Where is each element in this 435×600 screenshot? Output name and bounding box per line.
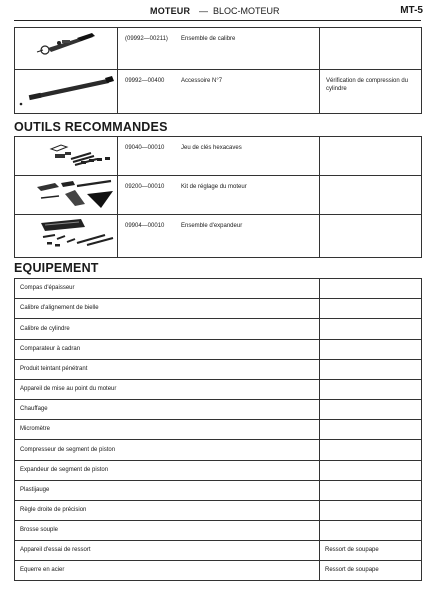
tool-note-cell (320, 215, 422, 258)
tool-note-cell (320, 70, 422, 114)
equipment-name: Chauffage (15, 400, 320, 420)
table-row (15, 176, 422, 215)
hex-key-set-icon (15, 137, 118, 172)
equipment-name: Compresseur de segment de piston (15, 440, 320, 461)
special-tools-table (14, 27, 422, 114)
equipment-name: Comparateur à cadran (15, 340, 320, 360)
equipment-note (320, 461, 422, 481)
header-subtitle: BLOC-MOTEUR (213, 6, 280, 16)
tool-image-cell (15, 176, 118, 215)
equipment-note (320, 319, 422, 340)
page-number: MT-5 (400, 5, 423, 16)
equipment-table (14, 278, 422, 581)
caliper-tool-icon (15, 28, 118, 66)
equipment-row (15, 501, 422, 521)
tool-image-cell (15, 70, 118, 114)
tool-note-cell (320, 176, 422, 215)
equipment-name: Calibre d'alignement de bielle (15, 299, 320, 319)
equipment-note (320, 380, 422, 400)
equipment-note (320, 481, 422, 501)
engine-adjust-kit-icon (15, 176, 118, 211)
equipment-row (15, 420, 422, 440)
tool-info-cell (118, 215, 320, 258)
equipment-name: Plastijauge (15, 481, 320, 501)
table-row (15, 28, 422, 70)
recommended-tools-title: OUTILS RECOMMANDES (14, 120, 168, 134)
expander-set-icon (15, 215, 118, 254)
tool-image-cell (15, 215, 118, 258)
equipment-note: Ressort de soupape (320, 541, 422, 561)
equipment-name: Brosse souple (15, 521, 320, 541)
tool-description: Jeu de clés hexacaves (181, 145, 242, 151)
equipment-note (320, 440, 422, 461)
recommended-tools-table (14, 136, 422, 258)
equipment-name: Appareil de mise au point du moteur (15, 380, 320, 400)
tool-note-cell (320, 137, 422, 176)
equipment-note (320, 400, 422, 420)
tool-note-cell (320, 28, 422, 70)
tool-note: Vérification de compression du cylindre (326, 78, 409, 92)
equipment-row (15, 461, 422, 481)
equipment-note (320, 360, 422, 380)
tool-info-cell (118, 70, 320, 114)
equipment-note (320, 299, 422, 319)
table-row (15, 70, 422, 114)
tool-number: 09040—00010 (125, 145, 165, 151)
equipment-row (15, 440, 422, 461)
equipment-row (15, 400, 422, 420)
equipment-row (15, 521, 422, 541)
table-row (15, 137, 422, 176)
table-row (15, 215, 422, 258)
tool-number: 09200—00010 (125, 184, 165, 190)
tool-number: 09992—00400 (125, 78, 165, 84)
header-dash: — (199, 6, 208, 16)
header-rule (14, 20, 421, 21)
tool-image-cell (15, 28, 118, 70)
tool-info-cell (118, 28, 320, 70)
equipment-note (320, 420, 422, 440)
tool-info-cell (118, 137, 320, 176)
tool-description: Accessoire N°7 (181, 78, 223, 84)
equipment-note (320, 340, 422, 360)
tool-description: Kit de réglage du moteur (181, 184, 247, 190)
equipment-row (15, 319, 422, 340)
equipment-row (15, 279, 422, 299)
compression-adapter-icon (15, 70, 118, 110)
equipment-note (320, 521, 422, 541)
equipment-name: Calibre de cylindre (15, 319, 320, 340)
equipment-name: Appareil d'essai de ressort (15, 541, 320, 561)
equipment-row (15, 360, 422, 380)
equipment-name: Compas d'épaisseur (15, 279, 320, 299)
equipment-title: EQUIPEMENT (14, 261, 99, 275)
equipment-row (15, 340, 422, 360)
equipment-row (15, 481, 422, 501)
equipment-row (15, 380, 422, 400)
tool-number: 09904—00010 (125, 223, 165, 229)
tool-image-cell (15, 137, 118, 176)
equipment-name: Expandeur de segment de piston (15, 461, 320, 481)
equipment-row (15, 541, 422, 561)
tool-description: Ensemble de calibre (181, 36, 236, 42)
equipment-name: Produit teintant pénétrant (15, 360, 320, 380)
equipment-row (15, 299, 422, 319)
equipment-name: Micromètre (15, 420, 320, 440)
equipment-note: Ressort de soupape (320, 561, 422, 581)
tool-number: (09992—00211) (125, 36, 168, 42)
equipment-note (320, 279, 422, 299)
equipment-name: Equerre en acier (15, 561, 320, 581)
header-title: MOTEUR (150, 6, 191, 16)
equipment-name: Règle droite de précision (15, 501, 320, 521)
equipment-note (320, 501, 422, 521)
tool-info-cell (118, 176, 320, 215)
tool-description: Ensemble d'expandeur (181, 223, 243, 229)
equipment-row (15, 561, 422, 581)
page-header (0, 0, 435, 22)
